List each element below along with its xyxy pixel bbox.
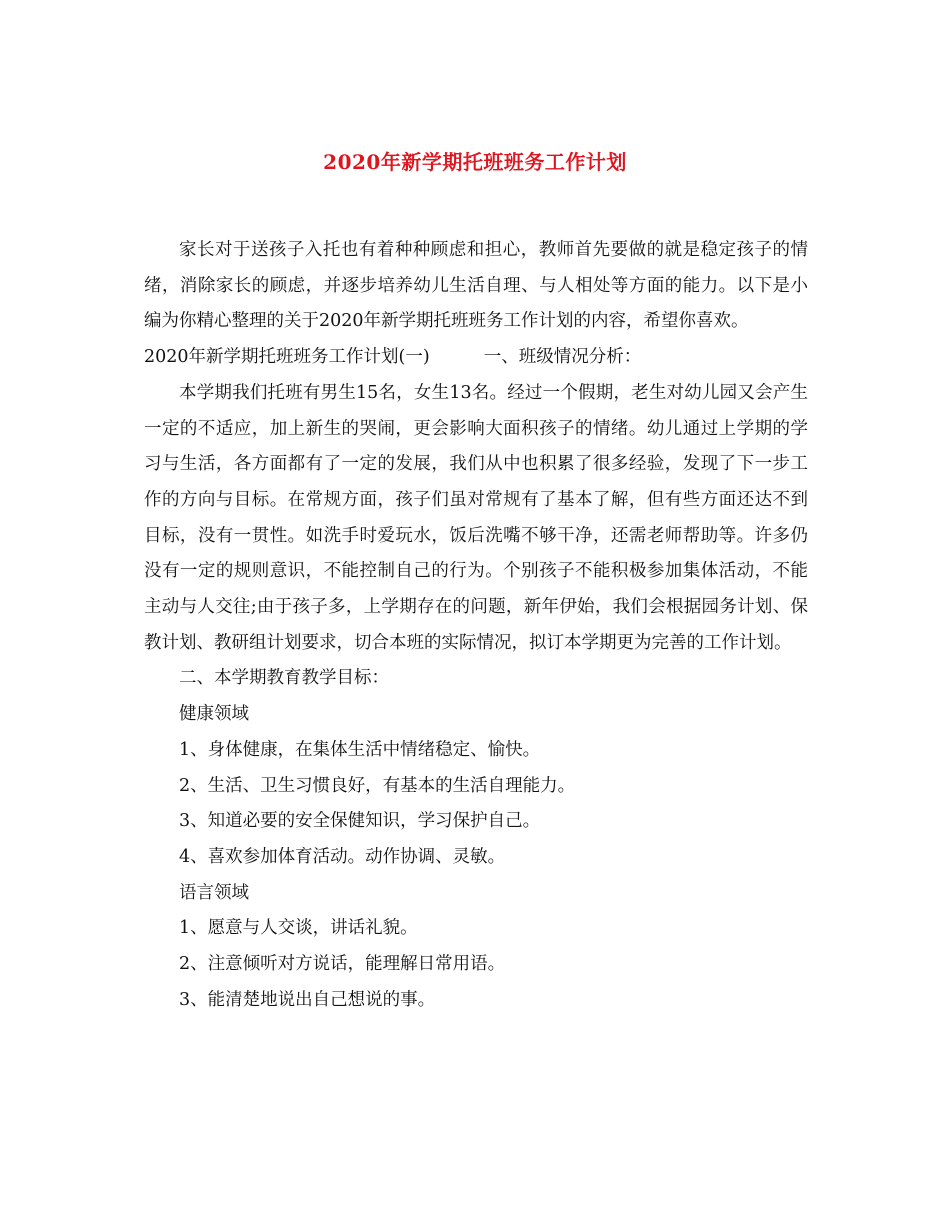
list-item: 4、喜欢参加体育活动。动作协调、灵敏。 <box>179 846 506 867</box>
plan-heading-line <box>144 340 808 376</box>
plan-heading: 2020年新学期托班班务工作计划(一) <box>144 347 430 368</box>
intro-paragraph: 家长对于送孩子入托也有着种种顾虑和担心，教师首先要做的就是稳定孩子的情绪，消除家长的顾虑，并逐步培养幼儿生活自理、与人相处等方面的能力。以下是小编为你精心整理的关于2020年新学期托班班务工作计划的内容，希望你喜欢。 <box>144 240 808 332</box>
section1-heading: 一、班级情况分析： <box>483 347 642 368</box>
domain-heading-language: 语言领域 <box>179 882 249 903</box>
document-body <box>144 233 808 1018</box>
section1-paragraph: 本学期我们托班有男生15名，女生13名。经过一个假期，老生对幼儿园又会产生一定的不适应，加上新生的哭闹，更会影响大面积孩子的情绪。幼儿通过上学期的学习与生活，各方面都有了一定的发展，我们从中也积累了很多经验，发现了下一步工作的方向与目标。在常规方面，孩子们虽对常规有了基本了解，但有些方面还达不到目标，没有一贯性。如洗手时爱玩水，饭后洗嘴不够干净，还需老师帮助等。许多仍没有一定的规则意识，不能控制自己的行为。个别孩子不能积极参加集体活动，不能主动与人交往;由于孩子多，上学期存在的问题，新年伊始，我们会根据园务计划、保教计划、教研组计划要求，切合本班的实际情况，拟订本学期更为完善的工作计划。 <box>144 382 808 653</box>
document-title: 2020年新学期托班班务工作计划 <box>323 150 627 174</box>
domain-heading-health: 健康领域 <box>179 704 249 725</box>
list-item: 1、愿意与人交谈，讲话礼貌。 <box>179 918 418 939</box>
list-item: 1、身体健康，在集体生活中情绪稳定、愉快。 <box>179 739 541 760</box>
list-item: 3、知道必要的安全保健知识，学习保护自己。 <box>179 811 541 832</box>
section2-heading: 二、本学期教育教学目标： <box>179 668 389 689</box>
list-item: 3、能清楚地说出自己想说的事。 <box>179 989 436 1010</box>
list-item: 2、生活、卫生习惯良好，有基本的生活自理能力。 <box>179 775 576 796</box>
list-item: 2、注意倾听对方说话，能理解日常用语。 <box>179 954 506 975</box>
